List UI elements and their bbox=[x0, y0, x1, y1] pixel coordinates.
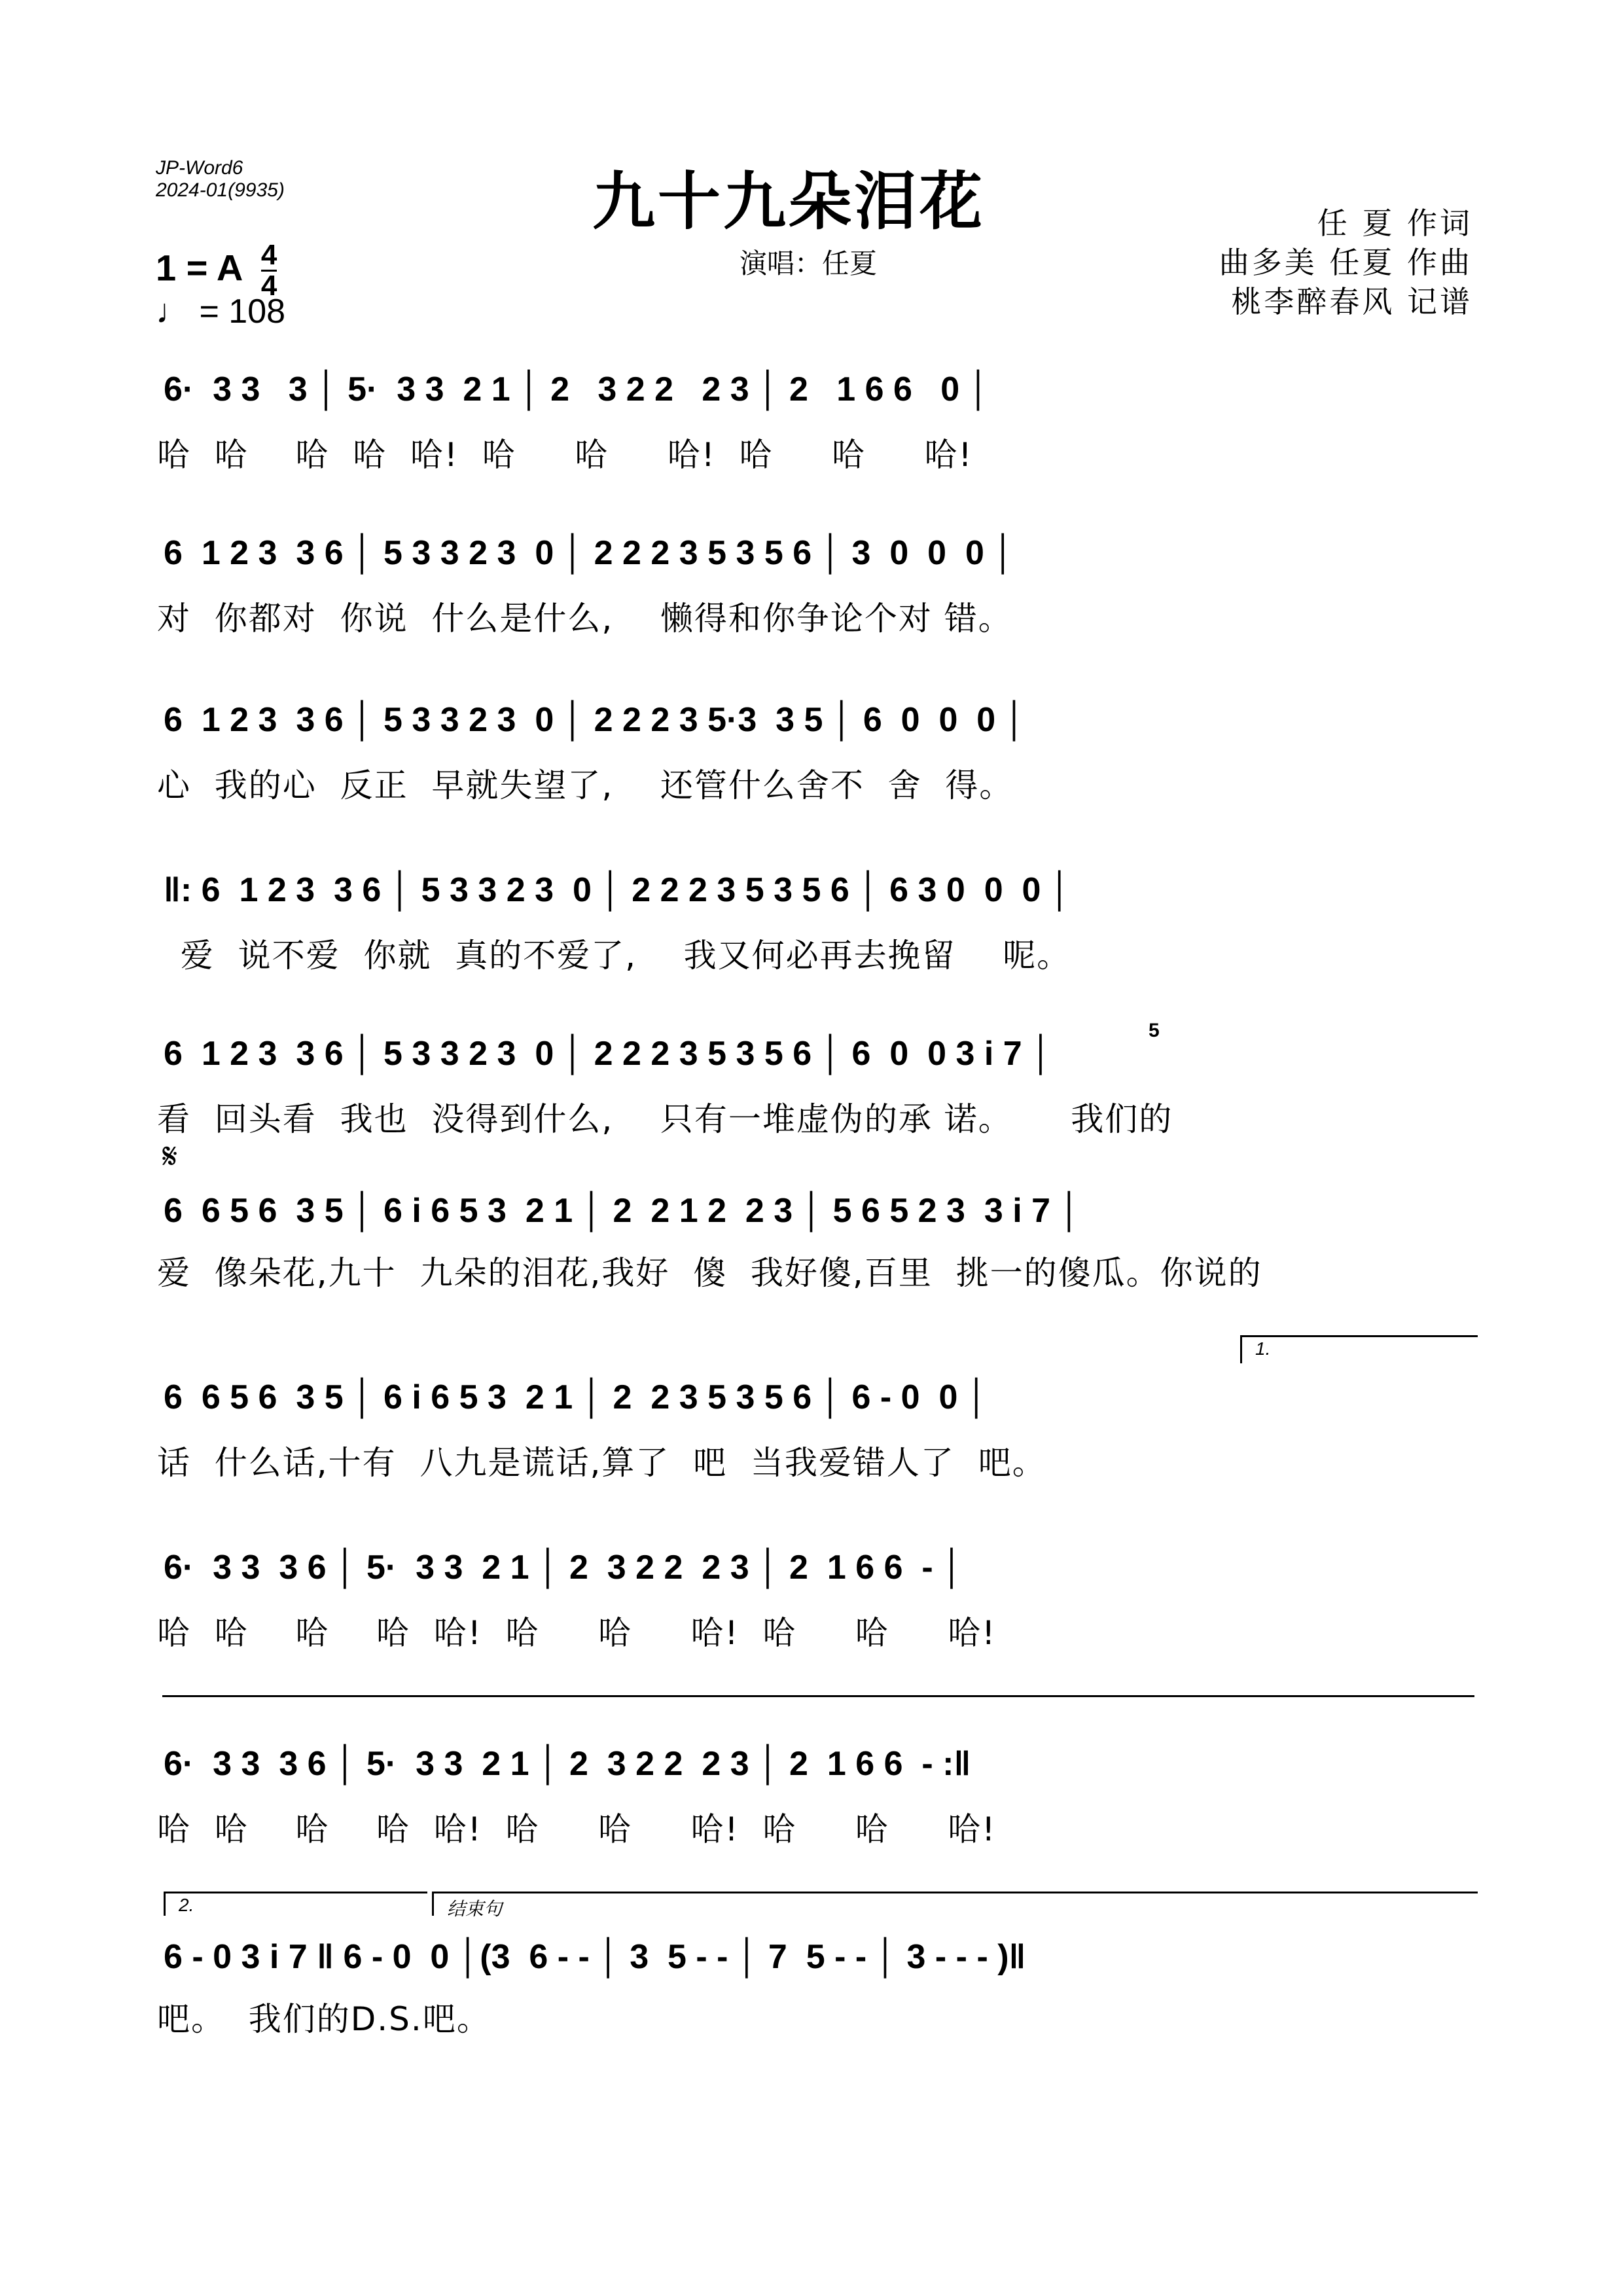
transcriber-credit: 桃李醉春风 记谱 bbox=[1231, 284, 1472, 319]
tempo-marking bbox=[156, 292, 285, 331]
system-3-notes: 6 1 2 3 3 6 │ 5 3 3 2 3 0 │ 2 2 2 3 5·3 3 5 │ 6 0 0 0 │ bbox=[164, 701, 1027, 739]
time-bottom: 4 bbox=[260, 270, 277, 302]
tempo-value: = 108 bbox=[199, 293, 286, 331]
system-2-notes: 6 1 2 3 3 6 │ 5 3 3 2 3 0 │ 2 2 2 3 5 3 5 6 │ 3 0 0 0 │ bbox=[164, 534, 1015, 572]
system-7-notes: 6 6 5 6 3 5 │ 6 i 6 5 3 2 1 │ 2 2 3 5 3 5 6 │ 6 - 0 0 │ bbox=[164, 1378, 989, 1416]
time-signature bbox=[260, 239, 277, 302]
volta-1-label: 1. bbox=[1255, 1338, 1271, 1359]
system-5-notes: 6 1 2 3 3 6 │ 5 3 3 2 3 0 │ 2 2 2 3 5 3 5 6 │ 6 0 0 3 i 7 │ bbox=[164, 1035, 1053, 1073]
date-code: 2024-01(9935) bbox=[156, 179, 285, 201]
volta-1-bracket bbox=[1240, 1335, 1478, 1363]
repeat-line bbox=[162, 1695, 1474, 1697]
time-top: 4 bbox=[260, 239, 277, 271]
system-8-lyrics: 哈 哈 哈 哈 哈! 哈 哈 哈! 哈 哈 哈! bbox=[157, 1614, 997, 1652]
volta-2-label: 2. bbox=[179, 1895, 194, 1915]
singer-credit: 演唱：任夏 bbox=[740, 247, 878, 279]
composer-credit: 曲多美 任夏 作曲 bbox=[1219, 245, 1472, 280]
page-title: 九十九朵泪花 bbox=[592, 164, 985, 238]
system-7-lyrics: 话 什么话,十有 八九是谎话,算了 吧 当我爱错人了 吧。 bbox=[157, 1444, 1046, 1482]
ending-bracket bbox=[432, 1892, 1478, 1919]
system-6-lyrics: 爱 像朵花,九十 九朵的泪花,我好 傻 我好傻,百里 挑一的傻瓜。你说的 bbox=[157, 1254, 1262, 1292]
key-label: 1 = A bbox=[156, 247, 242, 289]
system-9-lyrics: 哈 哈 哈 哈 哈! 哈 哈 哈! 哈 哈 哈! bbox=[157, 1810, 997, 1848]
system-10-notes: 6 - 0 3 i 7 ‖ 6 - 0 0 │(3 6 - - │ 3 5 - - │ 7 5 - - │ 3 - - - )‖ bbox=[164, 1938, 1026, 1976]
system-8-notes: 6· 3 3 3 6 │ 5· 3 3 2 1 │ 2 3 2 2 2 3 │ 2 1 6 6 - │ bbox=[164, 1549, 964, 1587]
system-5-lyrics: 看 回头看 我也 没得到什么, 只有一堆虚伪的承 诺。 我们的 bbox=[157, 1100, 1173, 1138]
software-label: JP-Word6 bbox=[156, 157, 243, 179]
lyricist-credit: 任 夏 作词 bbox=[1317, 206, 1472, 241]
system-1-lyrics: 哈 哈 哈 哈 哈! 哈 哈 哈! 哈 哈 哈! bbox=[157, 436, 973, 474]
system-2-lyrics: 对 你都对 你说 什么是什么, 懒得和你争论个对 错。 bbox=[157, 600, 1012, 637]
quarter-note-icon: ♩ bbox=[156, 293, 190, 331]
system-1-notes: 6· 3 3 3 │ 5· 3 3 2 1 │ 2 3 2 2 2 3 │ 2 1 6 6 0 │ bbox=[164, 370, 991, 408]
system-4-lyrics: 爱 说不爱 你就 真的不爱了, 我又何必再去挽留 呢。 bbox=[157, 937, 1071, 975]
segno-sign: 𝄋 bbox=[162, 1136, 178, 1177]
system-6-notes: 6 6 5 6 3 5 │ 6 i 6 5 3 2 1 │ 2 2 1 2 2 3 │ 5 6 5 2 3 3 i 7 │ bbox=[164, 1192, 1081, 1230]
system-10-lyrics: 吧。 我们的D.S.吧。 bbox=[157, 2000, 491, 2038]
system-9-notes: 6· 3 3 3 6 │ 5· 3 3 2 1 │ 2 3 2 2 2 3 │ 2 1 6 6 - :‖ bbox=[164, 1745, 971, 1783]
volta-2-bracket bbox=[164, 1892, 427, 1916]
system-3-lyrics: 心 我的心 反正 早就失望了, 还管什么舍不 舍 得。 bbox=[157, 766, 1014, 804]
grace-note: 5 bbox=[1149, 1020, 1160, 1041]
key-signature bbox=[156, 239, 277, 302]
ending-label: 结束句 bbox=[447, 1899, 503, 1919]
system-4-notes: ‖: 6 1 2 3 3 6 │ 5 3 3 2 3 0 │ 2 2 2 3 5 3 5 6 │ 6 3 0 0 0 │ bbox=[164, 871, 1072, 909]
